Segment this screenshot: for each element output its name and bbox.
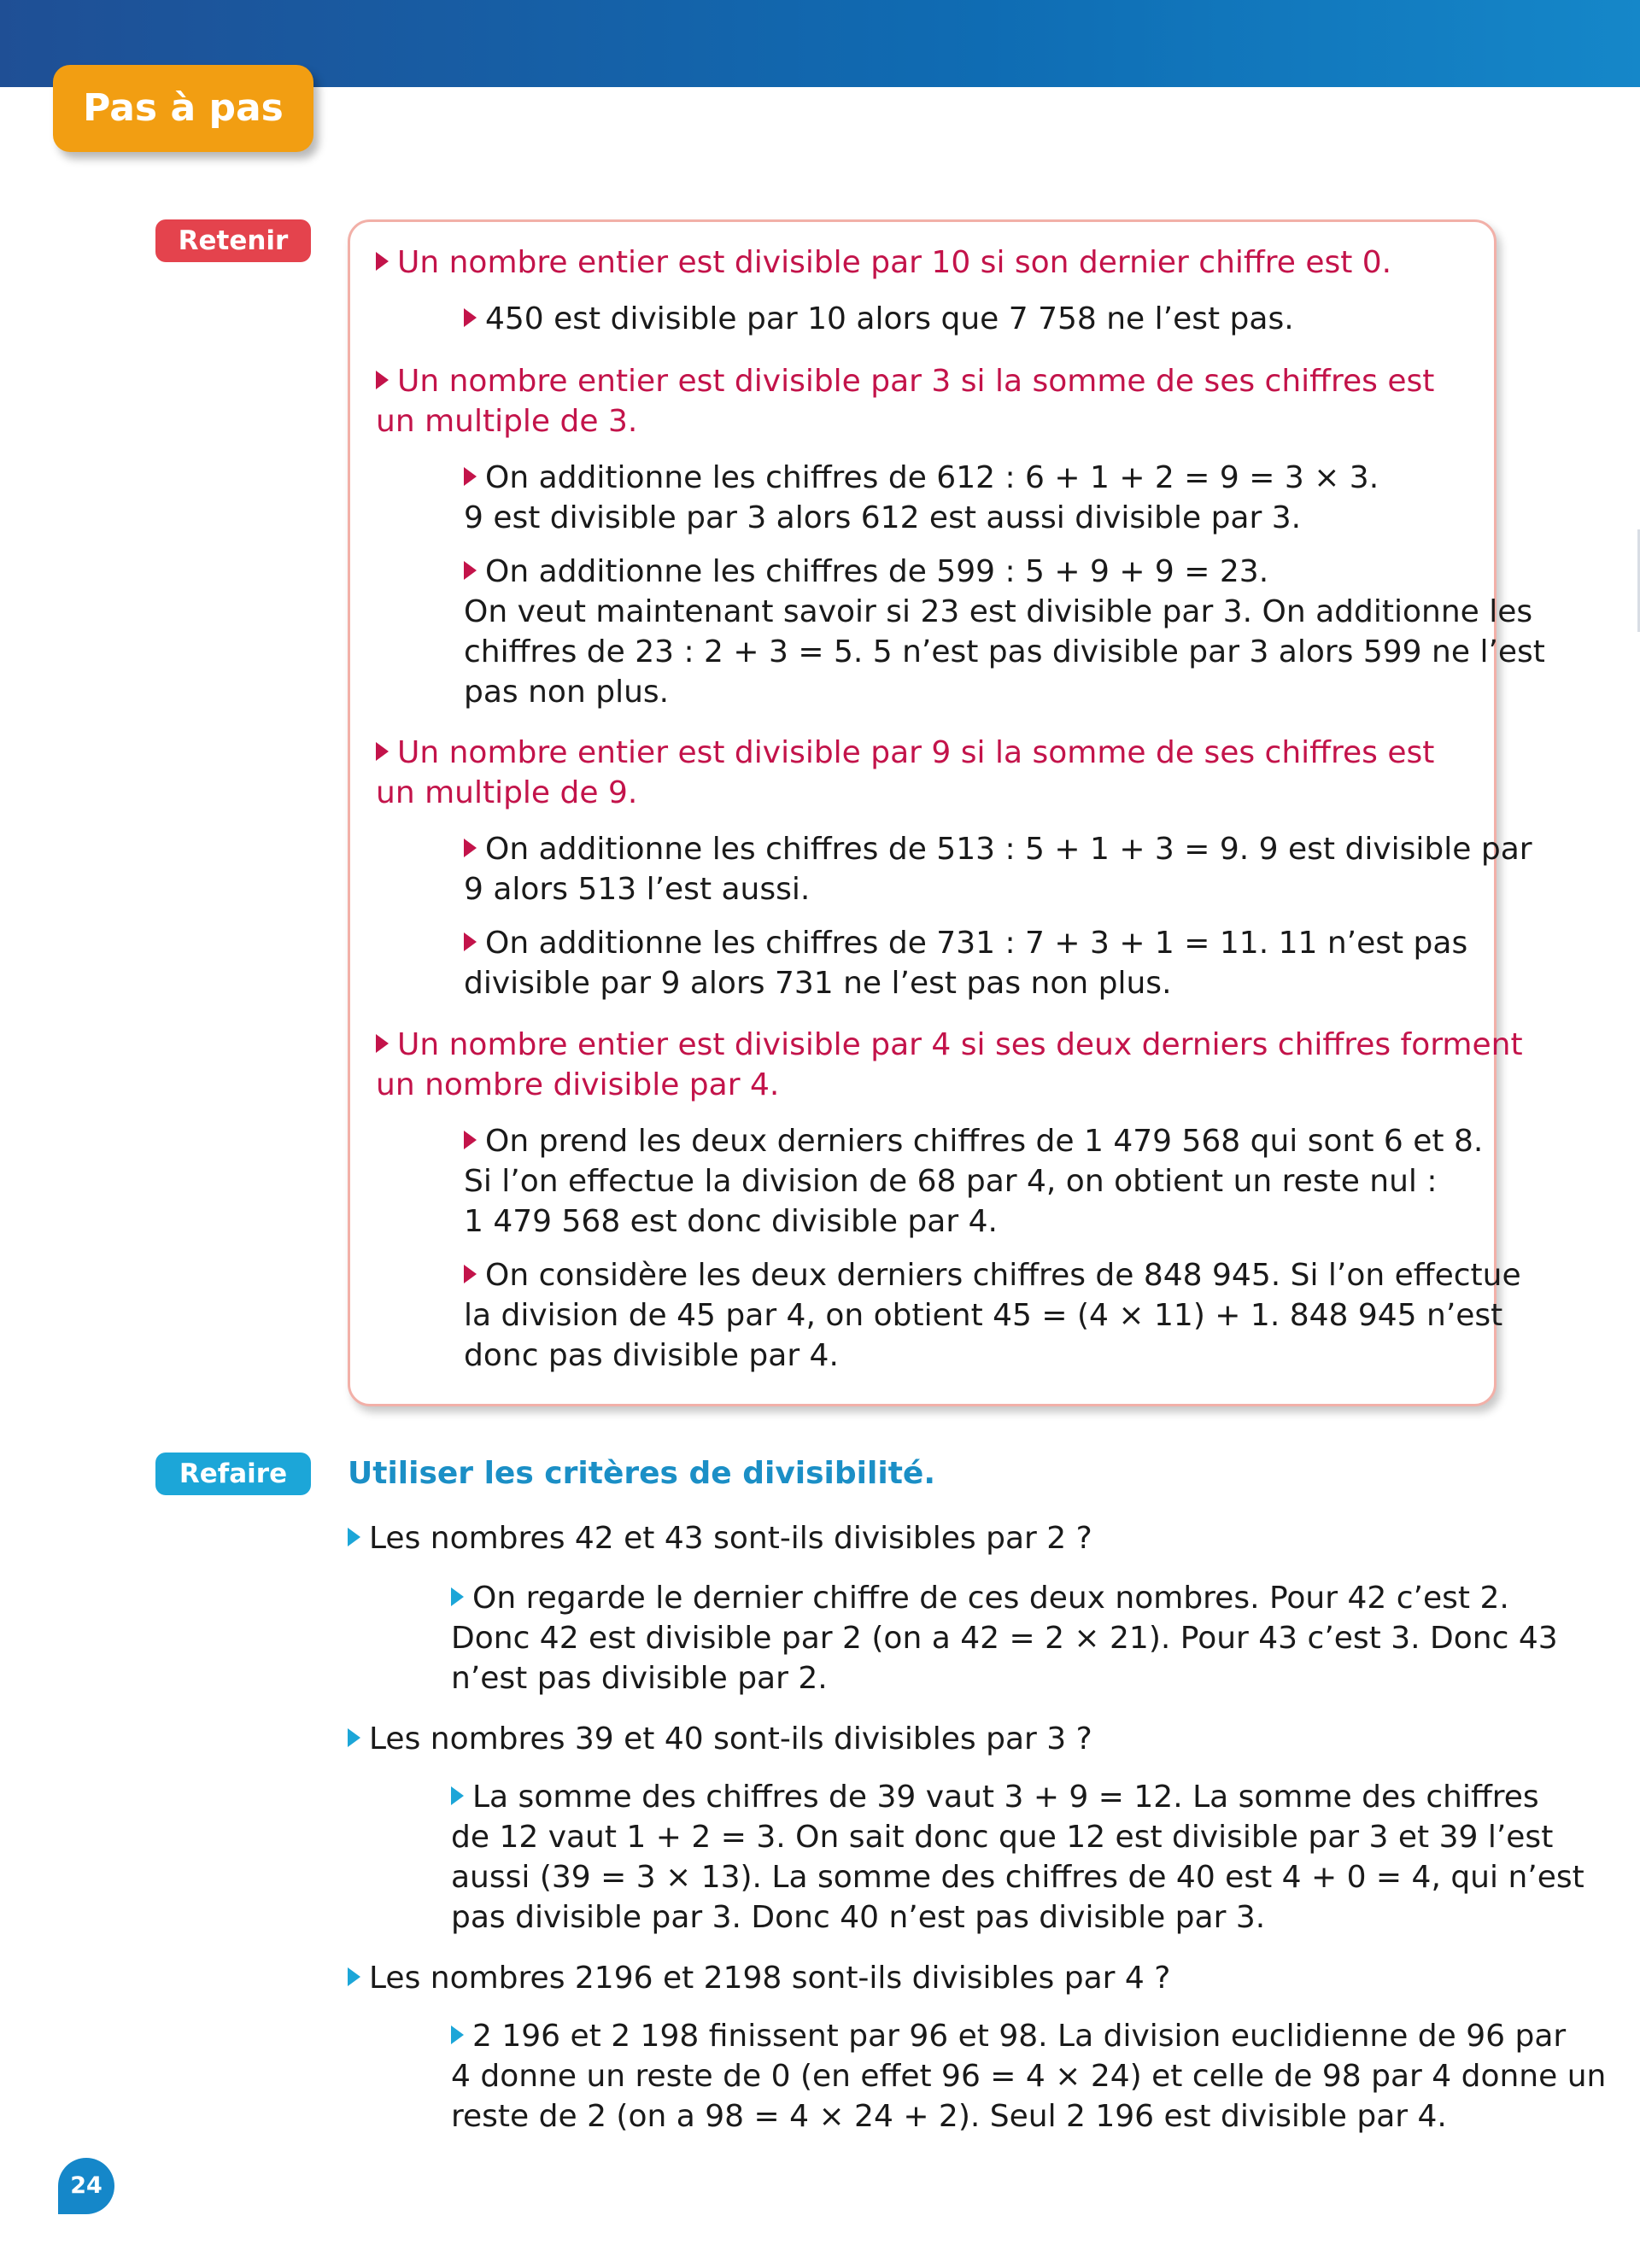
answer-3-cont: reste de 2 (on a 98 = 4 × 24 + 2). Seul 2 196 est divisible par 4. — [451, 2099, 1447, 2134]
answer-1-cont: n’est pas divisible par 2. — [451, 1661, 828, 1696]
bullet-icon — [464, 932, 477, 951]
example-4b-cont: la division de 45 par 4, on obtient 45 = (4 × 11) + 1. 848 945 n’est — [464, 1298, 1503, 1333]
bullet-icon — [464, 839, 477, 857]
example-4a-cont: 1 479 568 est donc divisible par 4. — [464, 1204, 998, 1239]
example-9b: On additionne les chiffres de 731 : 7 + 3 + 1 = 11. 11 n’est pas — [464, 923, 1467, 963]
bullet-icon — [464, 1265, 477, 1283]
answer-1-cont: Donc 42 est divisible par 2 (on a 42 = 2 × 21). Pour 43 c’est 3. Donc 43 — [451, 1621, 1558, 1656]
rule-4: Un nombre entier est divisible par 4 si ses deux derniers chiffres forment — [376, 1025, 1523, 1065]
question-3: Les nombres 2196 et 2198 sont-ils divisibles par 4 ? — [348, 1958, 1170, 1998]
bullet-icon — [451, 2025, 464, 2044]
refaire-title: Utiliser les critères de divisibilité. — [348, 1456, 935, 1491]
bullet-icon — [376, 1034, 389, 1053]
example-10: 450 est divisible par 10 alors que 7 758 ne l’est pas. — [464, 299, 1294, 339]
retenir-label: Retenir — [155, 219, 311, 262]
example-9a: On additionne les chiffres de 513 : 5 + 1 + 3 = 9. 9 est divisible par — [464, 829, 1532, 869]
bullet-icon — [464, 308, 477, 327]
example-3b-cont: On veut maintenant savoir si 23 est divisible par 3. On additionne les — [464, 594, 1533, 629]
example-4b-cont: donc pas divisible par 4. — [464, 1338, 839, 1373]
example-3b: On additionne les chiffres de 599 : 5 + 9 + 9 = 23. — [464, 552, 1268, 592]
bullet-icon — [451, 1786, 464, 1805]
example-9a-cont: 9 alors 513 l’est aussi. — [464, 872, 811, 907]
rule-4-cont: un nombre divisible par 4. — [376, 1067, 780, 1102]
answer-3: 2 196 et 2 198 finissent par 96 et 98. La division euclidienne de 96 par — [451, 2016, 1566, 2056]
answer-2-cont: aussi (39 = 3 × 13). La somme des chiffres de 40 est 4 + 0 = 4, qui n’est — [451, 1860, 1584, 1895]
example-9b-cont: divisible par 9 alors 731 ne l’est pas non plus. — [464, 966, 1172, 1001]
rule-3-cont: un multiple de 3. — [376, 404, 638, 439]
example-3b-cont: pas non plus. — [464, 675, 670, 710]
question-1: Les nombres 42 et 43 sont-ils divisibles par 2 ? — [348, 1518, 1092, 1558]
bullet-icon — [464, 561, 477, 580]
refaire-label: Refaire — [155, 1453, 311, 1495]
rule-3: Un nombre entier est divisible par 3 si la somme de ses chiffres est — [376, 361, 1434, 401]
bullet-icon — [376, 252, 389, 271]
example-3a-cont: 9 est divisible par 3 alors 612 est aussi divisible par 3. — [464, 500, 1302, 535]
example-4a-cont: Si l’on effectue la division de 68 par 4, on obtient un reste nul : — [464, 1164, 1438, 1199]
bullet-icon — [464, 1131, 477, 1149]
bullet-icon — [376, 742, 389, 761]
answer-2-cont: pas divisible par 3. Donc 40 n’est pas divisible par 3. — [451, 1900, 1266, 1935]
rule-10: Un nombre entier est divisible par 10 si son dernier chiffre est 0. — [376, 243, 1391, 283]
bullet-icon — [348, 1528, 360, 1546]
answer-2-cont: de 12 vaut 1 + 2 = 3. On sait donc que 12 est divisible par 3 et 39 l’est — [451, 1820, 1554, 1855]
bullet-icon — [348, 1728, 360, 1747]
section-tag: Pas à pas — [53, 65, 313, 152]
example-4b: On considère les deux derniers chiffres de 848 945. Si l’on effectue — [464, 1255, 1521, 1295]
example-3a: On additionne les chiffres de 612 : 6 + 1 + 2 = 9 = 3 × 3. — [464, 458, 1379, 498]
example-3b-cont: chiffres de 23 : 2 + 3 = 5. 5 n’est pas divisible par 3 alors 599 ne l’est — [464, 634, 1545, 669]
page-number: 24 — [58, 2158, 114, 2214]
bullet-icon — [376, 371, 389, 389]
rule-9: Un nombre entier est divisible par 9 si la somme de ses chiffres est — [376, 733, 1434, 773]
bullet-icon — [464, 467, 477, 486]
answer-3-cont: 4 donne un reste de 0 (en effet 96 = 4 × 24) et celle de 98 par 4 donne un — [451, 2059, 1607, 2094]
answer-1: On regarde le dernier chiffre de ces deux nombres. Pour 42 c’est 2. — [451, 1578, 1509, 1618]
answer-2: La somme des chiffres de 39 vaut 3 + 9 = 12. La somme des chiffres — [451, 1777, 1539, 1817]
example-4a: On prend les deux derniers chiffres de 1 479 568 qui sont 6 et 8. — [464, 1121, 1483, 1161]
question-2: Les nombres 39 et 40 sont-ils divisibles par 3 ? — [348, 1719, 1092, 1759]
bullet-icon — [451, 1587, 464, 1606]
bullet-icon — [348, 1967, 360, 1986]
rule-9-cont: un multiple de 9. — [376, 775, 638, 810]
